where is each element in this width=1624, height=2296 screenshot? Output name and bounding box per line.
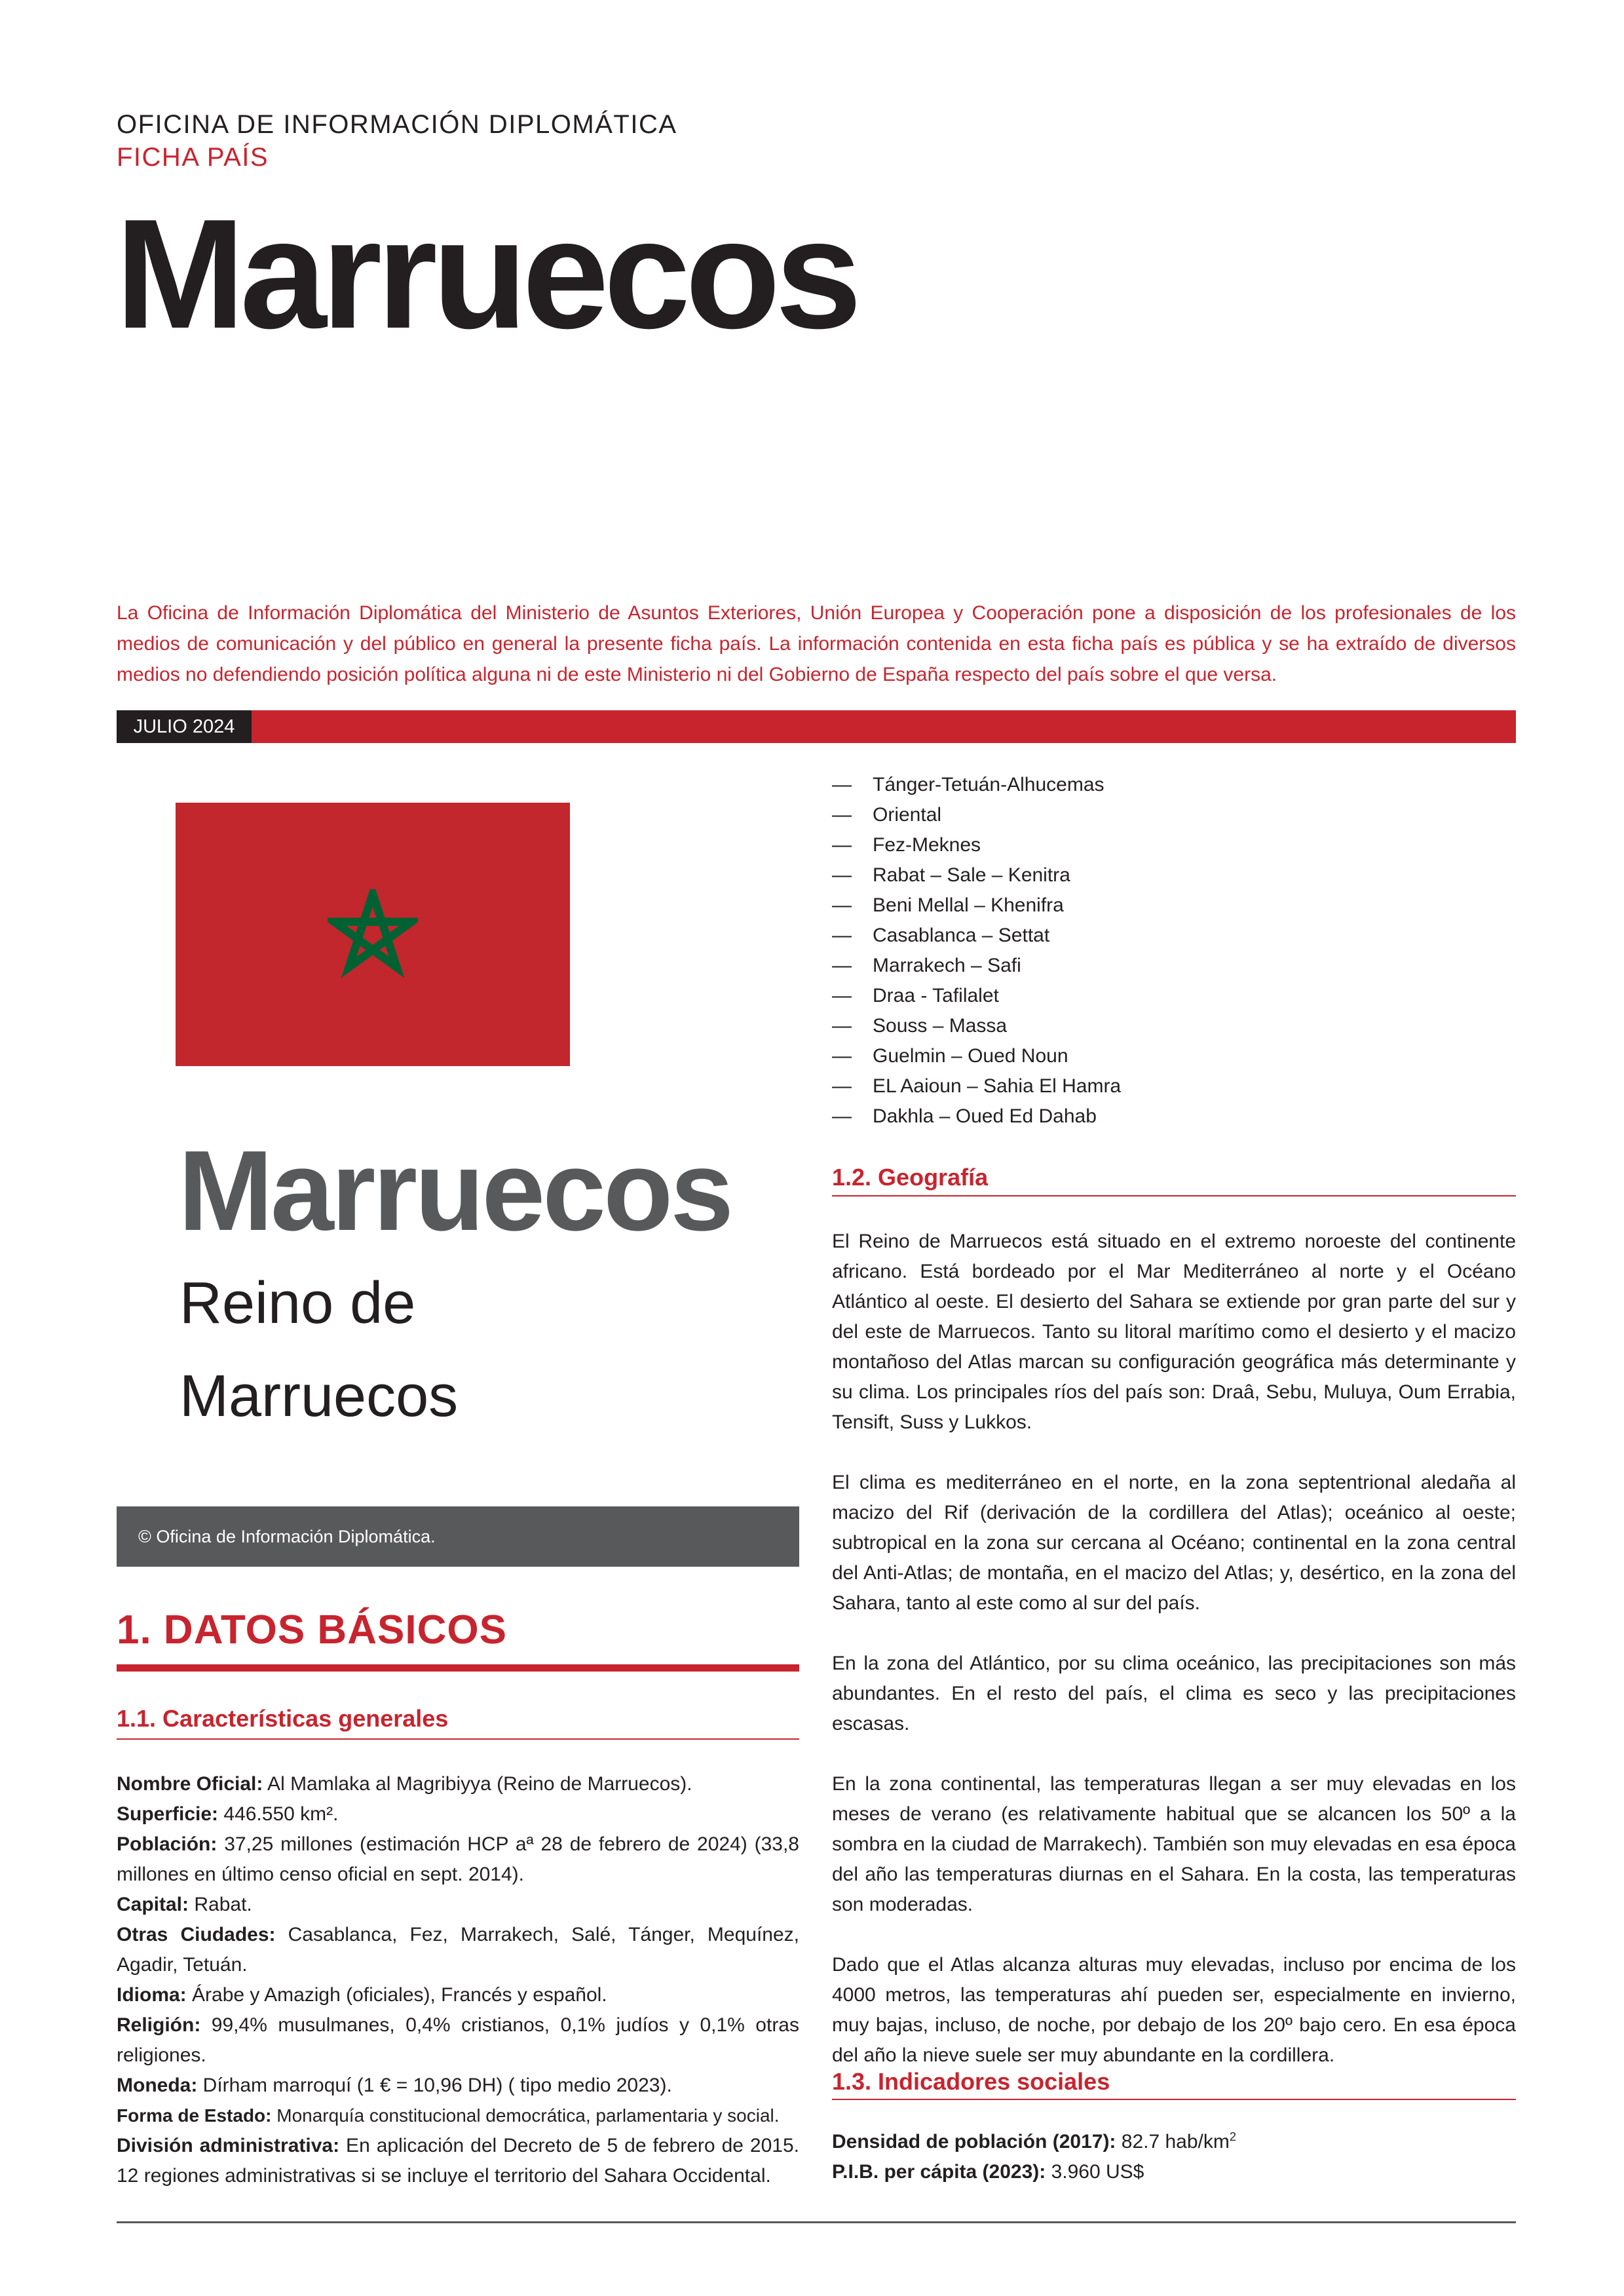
fact-item [117,2071,799,2101]
region-name: EL Aaioun – Sahia El Hamra [873,1075,1122,1097]
indicator-label: P.I.B. per cápita (2023): [832,2161,1046,2183]
fact-value: En aplicación del Decreto de 5 de febrero de 2015. 12 regiones administrativas si se incluye el territorio del Sahara Occidental. [117,2135,799,2187]
fact-value: 99,4% musulmanes, 0,4% cristianos, 0,1% judíos y 0,1% otras religiones. [117,2014,799,2066]
list-dash: — [832,774,852,795]
paragraph: Dado que el Atlas alcanza alturas muy elevadas, incluso por encima de los 4000 metros, las temperaturas ahí pueden ser, especialmente en invierno, muy bajas, incluso, de noche, por debajo de los 20º bajo cero. En esa época del año la nieve suele ser muy abundante en la cordillera. [832,1954,1516,2066]
indicator-value: 3.960 US$ [1046,2161,1144,2183]
fact-value: 446.550 km². [218,1803,339,1825]
indicator-label: Densidad de población (2017): [832,2131,1116,2152]
region-name: Dakhla – Oued Ed Dahab [873,1105,1097,1127]
subsection-divider [832,1195,1516,1196]
social-indicators [832,2127,1516,2187]
subsection-divider [117,1738,799,1740]
fact-label: Forma de Estado: [117,2105,272,2126]
fact-value: Árabe y Amazigh (oficiales), Francés y español. [186,1984,607,2006]
list-dash: — [832,1045,852,1067]
list-item [832,770,1121,800]
list-dash: — [832,925,852,946]
flag-image [176,803,570,1066]
fact-label: Nombre Oficial: [117,1773,263,1795]
geography-text [832,1227,1516,2071]
subsection-title: 1.2. Geografía [832,1164,989,1191]
list-dash: — [832,834,852,856]
list-item [832,981,1121,1011]
fact-label: Otras Ciudades: [117,1924,276,1945]
fact-label: Superficie: [117,1803,219,1825]
fact-value: Monarquía constitucional democrática, parlamentaria y social. [271,2105,780,2126]
list-item [832,1041,1121,1071]
office-header: OFICINA DE INFORMACIÓN DIPLOMÁTICA [117,110,677,139]
fact-label: Idioma: [117,1984,187,2006]
fact-label: División administrativa: [117,2135,340,2156]
fact-item [117,1769,799,1799]
fact-label: Moneda: [117,2075,198,2096]
region-name: Rabat – Sale – Kenitra [873,864,1070,886]
list-item [832,890,1121,921]
region-name: Draa - Tafilalet [873,985,999,1006]
list-item [832,1101,1121,1132]
indicator-item [832,2157,1516,2187]
paragraph: En la zona continental, las temperaturas llegan a ser muy elevadas en los meses de verano (es relativamente habitual que se alcancen los 50º a la sombra en la ciudad de Marrakech). También son muy elevadas en esa época del año las temperaturas diurnas en el Sahara. En la costa, las temperaturas son moderadas. [832,1773,1516,1915]
date-label: JULIO 2024 [117,710,252,743]
superscript: 2 [1229,2130,1236,2143]
indicator-item [832,2127,1516,2157]
fact-label: Población: [117,1833,217,1855]
fact-item [117,1920,799,1980]
paragraph: El Reino de Marruecos está situado en el extremo noroeste del continente africano. Está bordeado por el Mar Mediterráneo al norte y el Océano Atlántico al oeste. El desierto del Sahara se extiende por gran parte del sur y del este de Marruecos. Tanto su litoral marítimo como el desierto y el macizo montañoso del Atlas marcan su configuración geográfica más determinante y su clima. Los principales ríos del país son: Draâ, Sebu, Muluya, Oum Errabia, Tensift, Suss y Lukkos. [832,1231,1516,1433]
region-name: Fez-Meknes [873,834,981,856]
list-item [832,860,1121,890]
page-title: Marruecos [115,187,857,361]
pentagram-star-icon [328,889,418,980]
image-credit [117,1506,799,1567]
list-item [832,921,1121,951]
fact-value: Casablanca, Fez, Marrakech, Salé, Tánger, Mequínez, Agadir, Tetuán. [117,1924,800,1976]
list-item [832,1011,1121,1041]
list-dash: — [832,1075,852,1097]
fact-item [117,2010,799,2071]
fact-item [117,1980,799,2010]
subsection-divider [832,2099,1516,2100]
section-divider [117,1664,799,1672]
fact-value: Dírham marroquí (1 € = 10,96 DH) ( tipo medio 2023). [197,2075,672,2096]
basic-facts [117,1769,799,2191]
subsection-title: 1.1. Características generales [117,1705,449,1732]
fact-item [117,1890,799,1920]
list-dash: — [832,864,852,886]
region-name: Oriental [873,804,942,826]
fact-label: Capital: [117,1894,189,1915]
regions-list [832,770,1121,1132]
section-title: 1. DATOS BÁSICOS [117,1607,507,1653]
region-name: Tánger-Tetuán-Alhucemas [873,774,1105,795]
list-item [832,830,1121,860]
list-dash: — [832,894,852,916]
footer-divider [117,2221,1516,2223]
credit-text: © Oficina de Información Diplomática. [138,1527,436,1546]
region-name: Souss – Massa [873,1015,1008,1037]
list-dash: — [832,804,852,826]
fact-value: Al Mamlaka al Magribiyya (Reino de Marruecos). [263,1773,692,1795]
cover-official-name: Reino de Marruecos [179,1271,459,1429]
fact-value: Rabat. [189,1894,252,1915]
fact-item [117,1829,799,1890]
indicator-value: 82.7 hab/km [1116,2131,1230,2152]
doc-type-label: FICHA PAÍS [117,143,269,172]
region-name: Beni Mellal – Khenifra [873,894,1064,916]
cover-country-name: Marruecos [178,1126,732,1254]
fact-item [117,2101,799,2131]
fact-item [117,2131,799,2191]
fact-item [117,1799,799,1829]
fact-label: Religión: [117,2014,201,2036]
list-dash: — [832,985,852,1006]
intro-paragraph: La Oficina de Información Diplomática del Ministerio de Asuntos Exteriores, Unión Europea y Cooperación pone a disposición de los profesionales de los medios de comunicación y del público en general la presente ficha país. La información contenida en esta ficha país es pública y se ha extraído de diversos medios no defendiendo posición política alguna ni de este Ministerio ni del Gobierno de España respecto del país sobre el que versa. [117,602,1516,685]
region-name: Marrakech – Safi [873,955,1021,976]
date-bar [117,710,1516,743]
list-dash: — [832,1015,852,1037]
region-name: Guelmin – Oued Noun [873,1045,1068,1067]
fact-value: 37,25 millones (estimación HCP aª 28 de febrero de 2024) (33,8 millones en último censo oficial en sept. 2014). [117,1833,799,1885]
list-dash: — [832,955,852,976]
paragraph: En la zona del Atlántico, por su clima oceánico, las precipitaciones son más abundantes. En el resto del país, el clima es seco y las precipitaciones escasas. [832,1653,1516,1734]
subsection-title: 1.3. Indicadores sociales [832,2068,1110,2095]
paragraph: El clima es mediterráneo en el norte, en la zona septentrional aledaña al macizo del Rif (derivación de la cordillera del Atlas); oceánico al oeste; subtropical en la zona sur cercana al Océano; continental en la zona central del Anti-Atlas; de montaña, en el macizo del Atlas; y, desértico, en la zona del Sahara, tanto al este como al sur del país. [832,1472,1516,1614]
list-item [832,800,1121,830]
region-name: Casablanca – Settat [873,925,1050,946]
list-item [832,951,1121,981]
list-dash: — [832,1105,852,1127]
list-item [832,1071,1121,1101]
